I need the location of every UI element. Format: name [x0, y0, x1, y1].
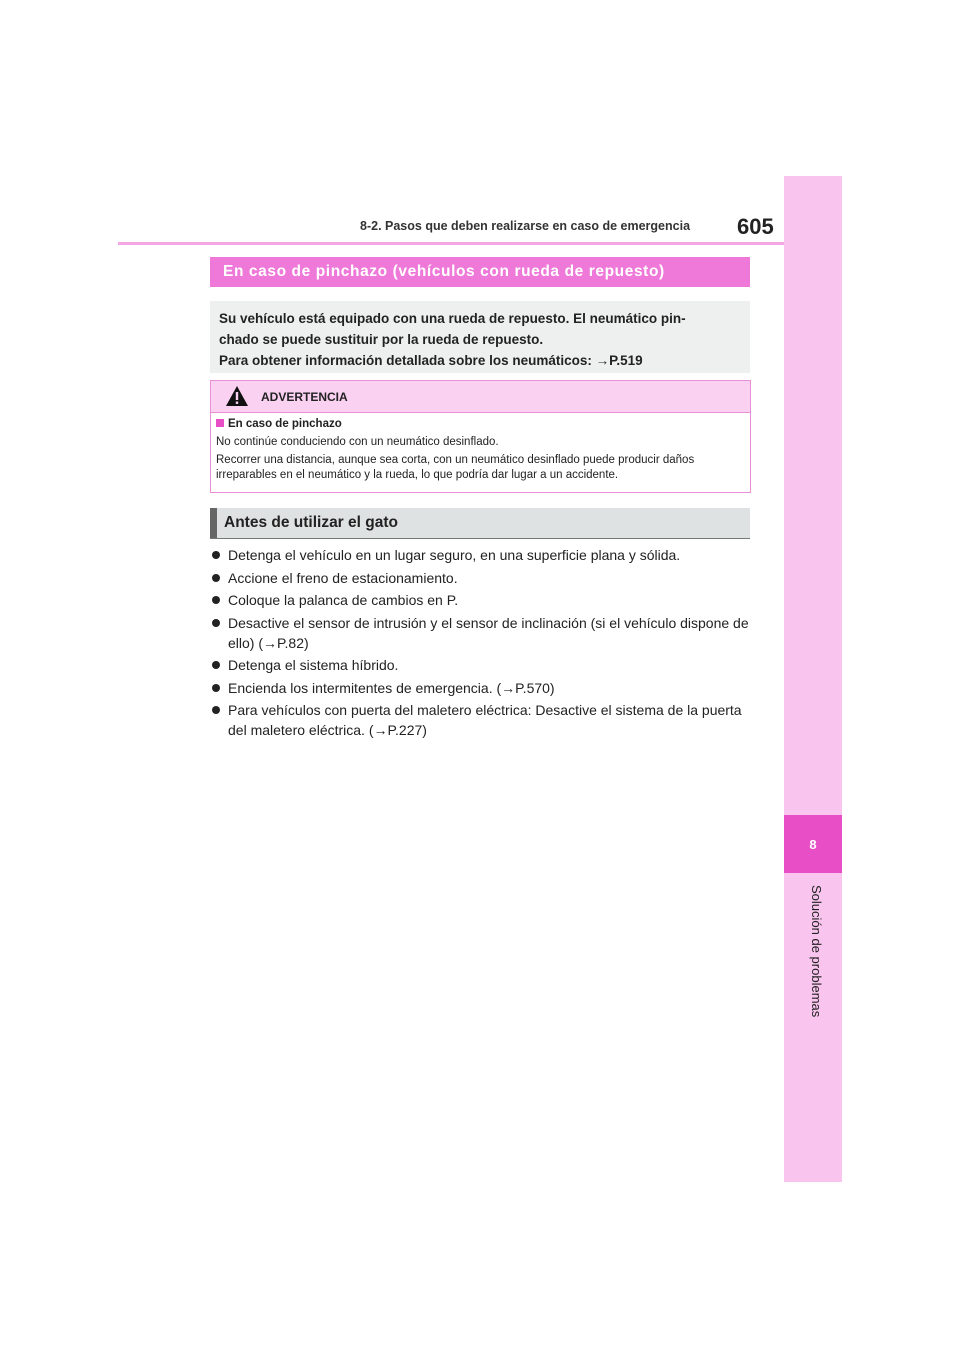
warning-box	[210, 380, 751, 493]
chapter-label: Solución de problemas	[809, 885, 824, 1018]
list-item	[210, 678, 755, 698]
bullet-dot-icon	[212, 574, 220, 582]
list-item-text: Accione el freno de estacionamiento.	[228, 569, 458, 586]
list-item-text: Encienda los intermitentes de emergencia. (→P.570)	[228, 679, 555, 696]
warning-triangle-icon	[225, 385, 249, 407]
warning-subheading	[216, 417, 750, 432]
intro-line: Su vehículo está equipado con una rueda de repuesto. El neumático pin-	[219, 311, 686, 326]
list-item	[210, 613, 755, 653]
list-item	[210, 590, 755, 610]
page-number: 605	[737, 214, 774, 239]
warning-body	[211, 413, 750, 483]
header-divider	[118, 242, 784, 245]
chapter-number: 8	[809, 836, 817, 852]
list-item	[210, 545, 755, 565]
bullet-dot-icon	[212, 661, 220, 669]
list-item	[210, 700, 755, 740]
chapter-number-badge	[784, 815, 842, 873]
bullet-dot-icon	[212, 596, 220, 604]
precaution-list	[210, 545, 755, 743]
warning-line: Recorrer una distancia, aunque sea corta, con un neumático desinflado puede producir daños irreparables en el neumático y la rueda, lo que podría dar lugar a un accidente.	[216, 454, 695, 481]
warning-subheading-text: En caso de pinchazo	[228, 418, 342, 430]
intro-line: chado se puede sustituir por la rueda de repuesto.	[219, 332, 544, 347]
warning-header	[211, 381, 750, 413]
bullet-dot-icon	[212, 551, 220, 559]
list-item-text: Coloque la palanca de cambios en P.	[228, 592, 459, 608]
list-item	[210, 568, 755, 588]
section-divider	[210, 538, 750, 539]
bullet-dot-icon	[212, 684, 220, 692]
list-item-text: Detenga el sistema híbrido.	[228, 657, 399, 673]
intro-box	[210, 301, 750, 373]
list-item-text: Detenga el vehículo en un lugar seguro, en una superficie plana y sólida.	[228, 547, 681, 563]
list-item	[210, 655, 755, 675]
running-header-title: 8-2. Pasos que deben realizarse en caso de emergencia	[360, 219, 691, 233]
list-item-text: Para vehículos con puerta del maletero eléctrica: Desactive el sistema de la puerta del maletero eléctrica. (→P.227)	[228, 702, 742, 738]
bullet-dot-icon	[212, 619, 220, 627]
warning-title: ADVERTENCIA	[261, 390, 348, 404]
intro-line: Para obtener información detallada sobre los neumáticos: →P.519	[219, 353, 643, 368]
warning-line: No continúe conduciendo con un neumático desinflado.	[216, 436, 499, 448]
section-heading-flat-tire: En caso de pinchazo (vehículos con rueda de repuesto)	[210, 257, 750, 287]
square-bullet-icon	[216, 419, 224, 427]
bullet-dot-icon	[212, 706, 220, 714]
section-heading-before-jack: Antes de utilizar el gato	[210, 508, 750, 539]
list-item-text: Desactive el sensor de intrusión y el sensor de inclinación (si el vehículo dispone de ello) (→P.82)	[228, 614, 749, 651]
